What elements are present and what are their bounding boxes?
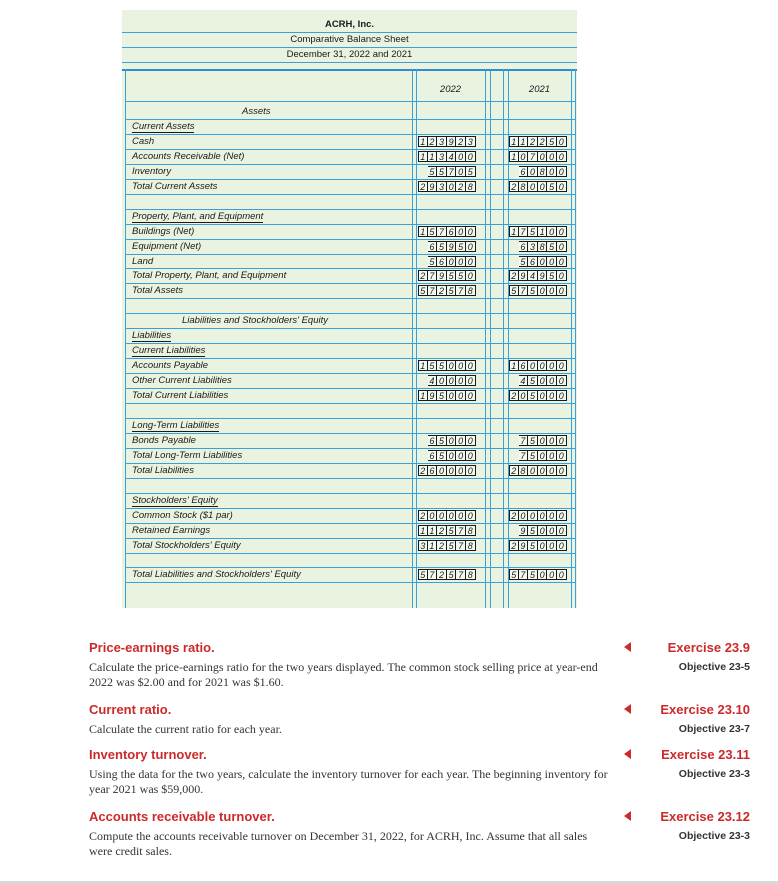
row-rule bbox=[125, 567, 575, 568]
amount-2022: 1 5 7 6 0 0 bbox=[418, 226, 476, 237]
exercise-objective: Objective 23-7 bbox=[678, 723, 750, 735]
row-label: Liabilities bbox=[132, 330, 172, 342]
row-label: Cash bbox=[132, 135, 155, 147]
amount-2022: 1 1 3 4 0 0 bbox=[418, 151, 476, 162]
amount-2021: 9 5 0 0 0 bbox=[509, 525, 567, 536]
row-rule bbox=[125, 538, 575, 539]
amount-2021: 2 8 0 0 5 0 bbox=[509, 181, 567, 192]
row-rule bbox=[125, 418, 575, 419]
exercise-title: Accounts receivable turnover. bbox=[89, 809, 275, 824]
amount-2022: 2 6 0 0 0 0 bbox=[418, 465, 476, 476]
row-label: Current Assets bbox=[132, 120, 195, 132]
row-rule bbox=[125, 582, 575, 583]
amount-2021: 5 6 0 0 0 bbox=[509, 256, 567, 267]
row-label: Total Assets bbox=[132, 285, 184, 297]
row-label: Equipment (Net) bbox=[132, 240, 202, 252]
exercise-title: Price-earnings ratio. bbox=[89, 640, 215, 655]
row-rule bbox=[125, 194, 575, 195]
row-rule bbox=[125, 239, 575, 240]
row-label: Accounts Payable bbox=[132, 360, 209, 372]
row-rule bbox=[125, 373, 575, 374]
row-rule bbox=[125, 134, 575, 135]
row-rule bbox=[125, 343, 575, 344]
column-head-2021: 2021 bbox=[528, 84, 551, 95]
exercise-body: Compute the accounts receivable turnover on December 31, 2022, for ACRH, Inc. Assume that all sales were credit sales. bbox=[89, 829, 588, 858]
amount-2022: 5 7 2 5 7 8 bbox=[418, 285, 476, 296]
amount-2021: 1 0 7 0 0 0 bbox=[509, 151, 567, 162]
row-rule bbox=[125, 209, 575, 210]
amount-2021: 2 0 0 0 0 0 bbox=[509, 510, 567, 521]
row-label: Other Current Liabilities bbox=[132, 375, 232, 387]
exercise-objective: Objective 23-5 bbox=[678, 661, 750, 673]
row-rule bbox=[125, 119, 575, 120]
statement-date: December 31, 2022 and 2021 bbox=[286, 49, 413, 60]
row-rule bbox=[125, 283, 575, 284]
exercise-objective: Objective 23-3 bbox=[678, 768, 750, 780]
amount-2021: 1 7 5 1 0 0 bbox=[509, 226, 567, 237]
row-label: Retained Earnings bbox=[132, 524, 211, 536]
amount-2021: 5 7 5 0 0 0 bbox=[509, 569, 567, 580]
row-label: Total Long-Term Liabilities bbox=[132, 449, 243, 461]
amount-2022: 2 7 9 5 5 0 bbox=[418, 270, 476, 281]
row-label: Assets bbox=[242, 106, 271, 117]
row-label: Buildings (Net) bbox=[132, 225, 195, 237]
amount-2022: 5 7 2 5 7 8 bbox=[418, 569, 476, 580]
row-label: Current Liabilities bbox=[132, 345, 206, 357]
left-arrow-icon bbox=[624, 749, 631, 759]
row-rule bbox=[125, 328, 575, 329]
row-rule bbox=[125, 388, 575, 389]
amount-2022: 1 1 2 5 7 8 bbox=[418, 525, 476, 536]
row-label: Land bbox=[132, 255, 154, 267]
row-rule bbox=[125, 478, 575, 479]
amount-2021: 5 7 5 0 0 0 bbox=[509, 285, 567, 296]
amount-2021: 2 0 5 0 0 0 bbox=[509, 390, 567, 401]
amount-2022: 5 5 7 0 5 bbox=[418, 166, 476, 177]
row-label: Property, Plant, and Equipment bbox=[132, 210, 264, 222]
exercise-body: Using the data for the two years, calculate the inventory turnover for each year. The beginning inventory for year 2021 was $59,000. bbox=[89, 767, 608, 796]
exercise-body: Calculate the current ratio for each year. bbox=[89, 722, 282, 736]
balance-sheet bbox=[122, 10, 577, 608]
row-label: Inventory bbox=[132, 165, 172, 177]
row-rule bbox=[125, 268, 575, 269]
amount-2022: 2 9 3 0 2 8 bbox=[418, 181, 476, 192]
row-rule bbox=[125, 358, 575, 359]
amount-2022: 1 5 5 0 0 0 bbox=[418, 360, 476, 371]
row-rule bbox=[125, 523, 575, 524]
row-rule bbox=[125, 254, 575, 255]
exercise-number: Exercise 23.12 bbox=[660, 809, 750, 824]
amount-2022: 1 9 5 0 0 0 bbox=[418, 390, 476, 401]
exercise-title: Inventory turnover. bbox=[89, 747, 207, 762]
amount-2021: 2 9 5 0 0 0 bbox=[509, 540, 567, 551]
row-rule bbox=[125, 164, 575, 165]
row-rule bbox=[125, 508, 575, 509]
row-label: Total Property, Plant, and Equipment bbox=[132, 270, 287, 282]
row-label: Stockholders' Equity bbox=[132, 494, 218, 506]
amount-2022: 6 5 9 5 0 bbox=[418, 241, 476, 252]
row-label: Total Current Assets bbox=[132, 180, 218, 192]
row-rule bbox=[125, 224, 575, 225]
exercise-objective: Objective 23-3 bbox=[678, 830, 750, 842]
amount-2021: 2 8 0 0 0 0 bbox=[509, 465, 567, 476]
amount-2021: 4 5 0 0 0 bbox=[509, 375, 567, 386]
column-head-2022: 2022 bbox=[439, 84, 462, 95]
row-rule bbox=[125, 149, 575, 150]
amount-2022: 6 5 0 0 0 bbox=[418, 435, 476, 446]
left-arrow-icon bbox=[624, 704, 631, 714]
left-arrow-icon bbox=[624, 811, 631, 821]
row-rule bbox=[125, 493, 575, 494]
amount-2022: 1 2 3 9 2 3 bbox=[418, 136, 476, 147]
row-label: Total Liabilities bbox=[132, 464, 194, 476]
row-rule bbox=[125, 463, 575, 464]
row-rule bbox=[125, 298, 575, 299]
row-rule bbox=[125, 448, 575, 449]
row-label: Accounts Receivable (Net) bbox=[132, 150, 245, 162]
row-rule bbox=[125, 433, 575, 434]
amount-2021: 7 5 0 0 0 bbox=[509, 450, 567, 461]
exercise-number: Exercise 23.10 bbox=[660, 702, 750, 717]
row-label: Long-Term Liabilities bbox=[132, 419, 220, 431]
row-rule bbox=[125, 179, 575, 180]
exercise-title: Current ratio. bbox=[89, 702, 172, 717]
amount-2022: 6 5 0 0 0 bbox=[418, 450, 476, 461]
row-label: Bonds Payable bbox=[132, 434, 196, 446]
amount-2021: 7 5 0 0 0 bbox=[509, 435, 567, 446]
row-label: Liabilities and Stockholders' Equity bbox=[182, 315, 328, 327]
exercise-number: Exercise 23.9 bbox=[667, 640, 750, 655]
exercise-number: Exercise 23.11 bbox=[661, 747, 750, 762]
row-rule bbox=[125, 313, 575, 314]
row-rule bbox=[125, 553, 575, 554]
amount-2021: 1 1 2 2 5 0 bbox=[509, 136, 567, 147]
exercise-body: Calculate the price-earnings ratio for the two years displayed. The common stock selling price at year-end 2022 was $2.00 and for 2021 was $1.60. bbox=[89, 660, 598, 689]
row-rule bbox=[125, 403, 575, 404]
amount-2021: 2 9 4 9 5 0 bbox=[509, 270, 567, 281]
amount-2021: 6 0 8 0 0 bbox=[509, 166, 567, 177]
left-arrow-icon bbox=[624, 642, 631, 652]
amount-2022: 5 6 0 0 0 bbox=[418, 256, 476, 267]
row-label: Total Liabilities and Stockholders' Equity bbox=[132, 569, 301, 581]
statement-title: Comparative Balance Sheet bbox=[290, 34, 409, 45]
row-label: Total Stockholders' Equity bbox=[132, 539, 241, 551]
amount-2022: 2 0 0 0 0 0 bbox=[418, 510, 476, 521]
row-label: Common Stock ($1 par) bbox=[132, 509, 233, 521]
row-label: Total Current Liabilities bbox=[132, 390, 229, 402]
amount-2022: 4 0 0 0 0 bbox=[418, 375, 476, 386]
amount-2021: 6 3 8 5 0 bbox=[509, 241, 567, 252]
amount-2021: 1 6 0 0 0 0 bbox=[509, 360, 567, 371]
company-name: ACRH, Inc. bbox=[324, 19, 375, 30]
amount-2022: 3 1 2 5 7 8 bbox=[418, 540, 476, 551]
